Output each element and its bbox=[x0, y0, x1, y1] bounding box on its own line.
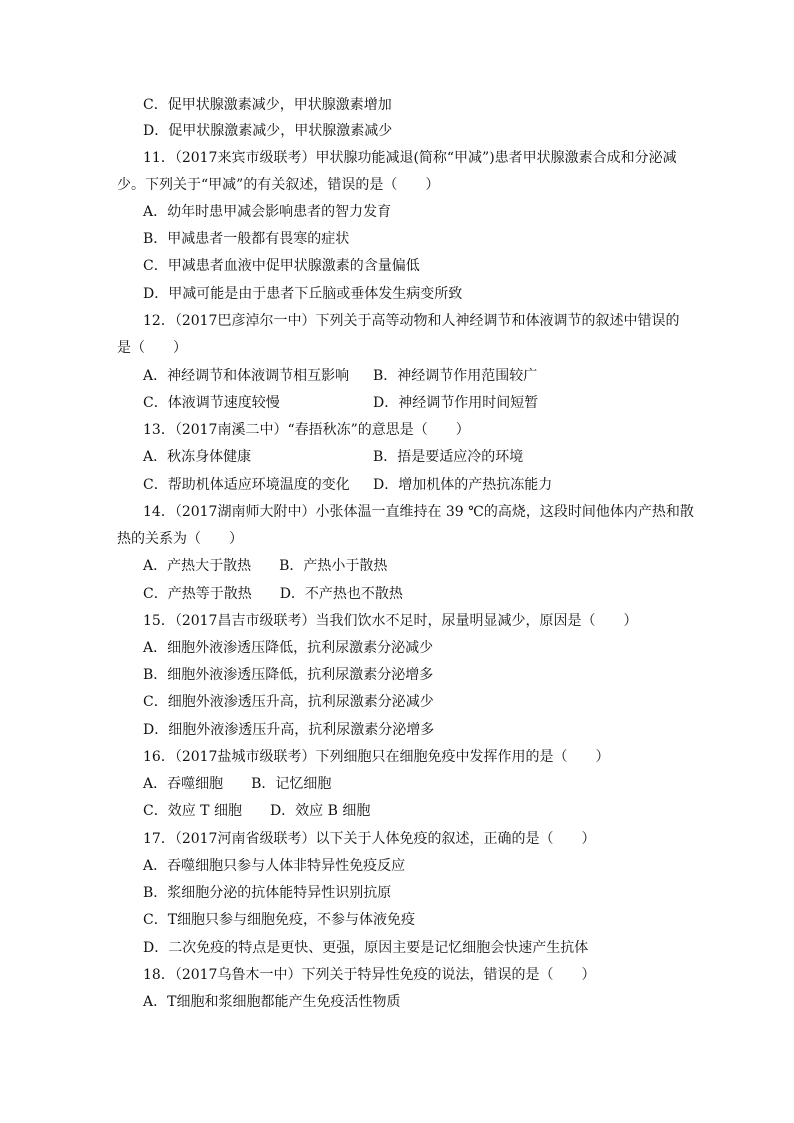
q13-option-a: A．秋冻身体健康 bbox=[143, 449, 252, 465]
q12-option-d: D．神经调节作用时间短暂 bbox=[373, 395, 539, 411]
q16-stem: 16．（2017盐城市级联考）下列细胞只在细胞免疫中发挥作用的是（ ） bbox=[143, 749, 610, 765]
q10-option-d: D．促甲状腺激素减少，甲状腺激素减少 bbox=[143, 123, 393, 139]
q15-option-d: D．细胞外液渗透压升高，抗利尿激素分泌增多 bbox=[143, 722, 435, 738]
q13-stem: 13．（2017南溪二中）“春捂秋冻”的意思是（ ） bbox=[143, 422, 470, 438]
q12-option-a: A．神经调节和体液调节相互影响 bbox=[143, 368, 350, 384]
q12-option-b: B．神经调节作用范围较广 bbox=[373, 368, 538, 384]
q11-option-a: A．幼年时患甲减会影响患者的智力发育 bbox=[143, 204, 392, 220]
q15-option-b: B．细胞外液渗透压降低，抗利尿激素分泌增多 bbox=[143, 667, 434, 683]
q13-option-d: D．增加机体的产热抗冻能力 bbox=[373, 477, 553, 493]
q17-option-b: B．浆细胞分泌的抗体能特异性识别抗原 bbox=[143, 885, 392, 901]
q15-option-a: A．细胞外液渗透压降低，抗利尿激素分泌减少 bbox=[143, 640, 434, 656]
q13-option-b: B．捂是要适应冷的环境 bbox=[373, 449, 524, 465]
q15-stem: 15．（2017昌吉市级联考）当我们饮水不足时，尿量明显减少，原因是（ ） bbox=[143, 613, 638, 629]
q17-option-c: C．T细胞只参与细胞免疫，不参与体液免疫 bbox=[143, 912, 416, 928]
q18-stem: 18．（2017乌鲁木一中）下列关于特异性免疫的说法，错误的是（ ） bbox=[143, 967, 596, 983]
q10-option-c: C．促甲状腺激素减少，甲状腺激素增加 bbox=[143, 97, 392, 113]
q15-option-c: C．细胞外液渗透压升高，抗利尿激素分泌减少 bbox=[143, 694, 434, 710]
q11-option-b: B．甲减患者一般都有畏寒的症状 bbox=[143, 231, 350, 247]
q14-options-ab: A．产热大于散热 B．产热小于散热 bbox=[143, 558, 388, 574]
q14-stem-line1: 14．（2017湖南师大附中）小张体温一直维持在 39 ℃的高烧，这段时间他体内产热和散 bbox=[143, 504, 694, 520]
q11-stem-line1: 11．（2017来宾市级联考）甲状腺功能减退(简称“甲减”)患者甲状腺激素合成和分泌减 bbox=[143, 150, 677, 166]
q13-option-c: C．帮助机体适应环境温度的变化 bbox=[143, 477, 350, 493]
q17-option-a: A．吞噬细胞只参与人体非特异性免疫反应 bbox=[143, 858, 406, 874]
q12-stem-line2: 是（ ） bbox=[117, 340, 187, 356]
q16-options-ab: A．吞噬细胞 B．记忆细胞 bbox=[143, 776, 332, 792]
q11-option-d: D．甲减可能是由于患者下丘脑或垂体发生病变所致 bbox=[143, 286, 463, 302]
q18-option-a: A．T细胞和浆细胞都能产生免疫活性物质 bbox=[143, 994, 401, 1010]
q12-stem-line1: 12．（2017巴彦淖尔一中）下列关于高等动物和人神经调节和体液调节的叙述中错误的 bbox=[143, 313, 680, 329]
q11-stem-line2: 少。下列关于“甲减”的有关叙述，错误的是（ ） bbox=[117, 177, 440, 193]
q14-options-cd: C．产热等于散热 D．不产热也不散热 bbox=[143, 586, 403, 602]
q12-option-c: C．体液调节速度较慢 bbox=[143, 395, 280, 411]
q16-options-cd: C．效应 T 细胞 D．效应 B 细胞 bbox=[143, 803, 371, 819]
q17-stem: 17．（2017河南省级联考）以下关于人体免疫的叙述，正确的是（ ） bbox=[143, 831, 596, 847]
q14-stem-line2: 热的关系为（ ） bbox=[117, 531, 243, 547]
q11-option-c: C．甲减患者血液中促甲状腺激素的含量偏低 bbox=[143, 258, 420, 274]
q17-option-d: D．二次免疫的特点是更快、更强，原因主要是记忆细胞会快速产生抗体 bbox=[143, 940, 589, 956]
